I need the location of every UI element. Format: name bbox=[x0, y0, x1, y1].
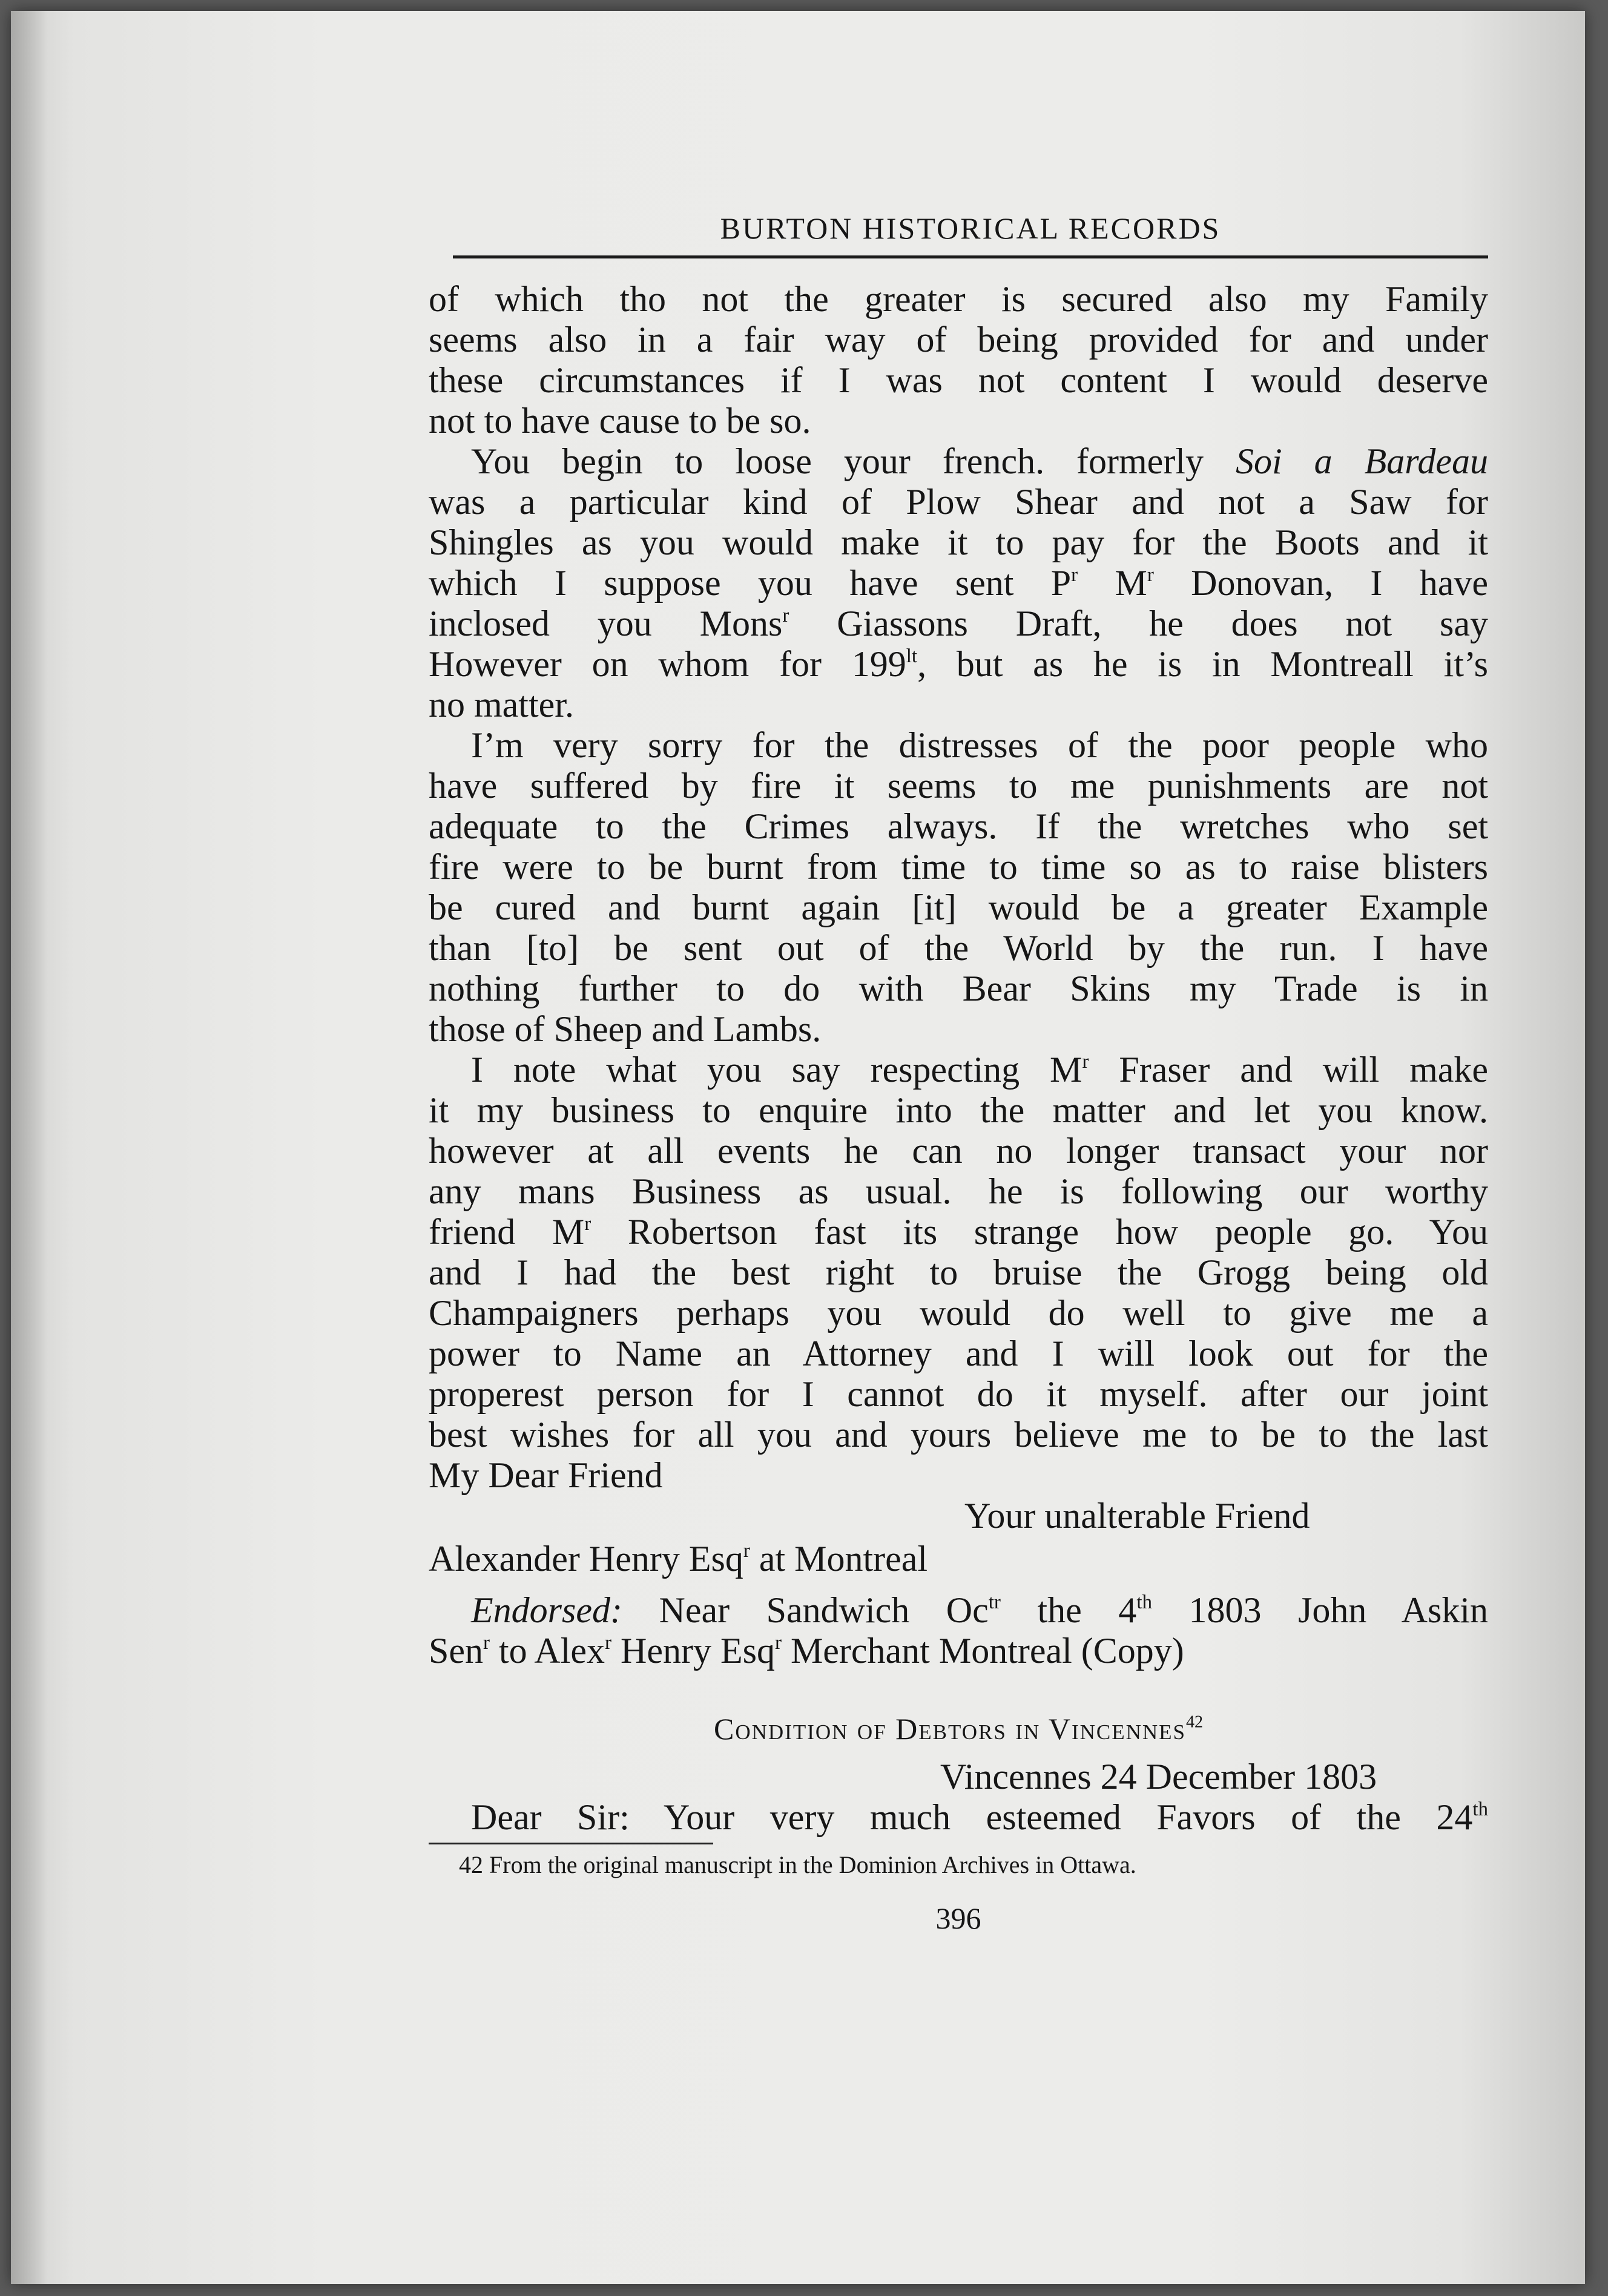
body-line: fire were to be burnt from time to time so as to raise blisters bbox=[429, 847, 1488, 887]
superscript: tr bbox=[988, 1591, 1001, 1613]
dateline: Vincennes 24 December 1803 bbox=[940, 1757, 1377, 1797]
body-line bbox=[429, 441, 1488, 482]
text-run: M bbox=[1078, 563, 1147, 603]
body-line: My Dear Friend bbox=[429, 1455, 663, 1495]
body-line: I’m very sorry for the distresses of the poor people who bbox=[471, 725, 1488, 765]
text-run: 1803 John Askin bbox=[1152, 1590, 1488, 1630]
text-run: which I suppose you have sent P bbox=[429, 563, 1072, 603]
superscript: r bbox=[1082, 1050, 1089, 1073]
footnote-marker: 42 bbox=[459, 1851, 483, 1878]
superscript: r bbox=[743, 1539, 750, 1562]
body-line: be cured and burnt again [it] would be a greater Example bbox=[429, 887, 1488, 927]
book-page bbox=[11, 11, 1585, 2284]
text-block bbox=[429, 211, 1488, 1936]
endorsement-line bbox=[429, 1590, 1488, 1631]
body-line bbox=[429, 604, 1488, 644]
superscript: r bbox=[483, 1631, 490, 1654]
section-heading bbox=[429, 1709, 1488, 1749]
superscript: r bbox=[1147, 564, 1154, 586]
italic-phrase: Soi a Bardeau bbox=[1235, 441, 1488, 481]
body-line: and I had the best right to bruise the Grogg being old bbox=[429, 1252, 1488, 1292]
text-run: Giassons Draft, he does not say bbox=[789, 604, 1488, 643]
body-line bbox=[429, 563, 1488, 604]
page-number: 396 bbox=[935, 1901, 981, 1935]
body-line: adequate to the Crimes always. If the wretches who set bbox=[429, 806, 1488, 846]
endorsement-line bbox=[429, 1631, 1488, 1671]
body-line: properest person for I cannot do it myself. after our joint bbox=[429, 1374, 1488, 1414]
body-line: was a particular kind of Plow Shear and not a Saw for bbox=[429, 482, 1488, 522]
body-line: it my business to enquire into the matter and let you know. bbox=[429, 1090, 1488, 1130]
binding-shadow bbox=[11, 11, 47, 2284]
body-line: Shingles as you would make it to pay for the Boots and it bbox=[429, 522, 1488, 562]
superscript: th bbox=[1472, 1798, 1488, 1820]
footnote-reference: 42 bbox=[1186, 1712, 1203, 1732]
body-line: have suffered by fire it seems to me punishments are not bbox=[429, 766, 1488, 806]
letter-body bbox=[429, 279, 1488, 1838]
footnote-rule bbox=[429, 1843, 713, 1844]
text-run: I note what you say respecting M bbox=[471, 1050, 1082, 1090]
text-run: , but as he is in Montreall it’s bbox=[917, 644, 1488, 684]
superscript: r bbox=[584, 1212, 591, 1235]
body-line: Champaigners perhaps you would do well to give me a bbox=[429, 1293, 1488, 1333]
text-run: Merchant Montreal (Copy) bbox=[781, 1631, 1184, 1671]
body-line bbox=[429, 1050, 1488, 1090]
text-run: Fraser and will make bbox=[1089, 1050, 1489, 1090]
body-line: any mans Business as usual. he is following our worthy bbox=[429, 1171, 1488, 1211]
body-line: seems also in a fair way of being provided for and under bbox=[429, 320, 1488, 360]
text-run: Near Sandwich Oc bbox=[622, 1590, 989, 1630]
footnote-text: From the original manuscript in the Dominion Archives in Ottawa. bbox=[483, 1851, 1136, 1878]
salutation-line bbox=[429, 1797, 1488, 1838]
text-run: at Montreal bbox=[750, 1539, 928, 1579]
superscript: r bbox=[1071, 564, 1078, 586]
closing-line: Your unalterable Friend bbox=[964, 1496, 1310, 1536]
section-heading-text: Condition of Debtors in Vincennes bbox=[713, 1712, 1186, 1746]
address-line bbox=[429, 1539, 1488, 1579]
text-run: friend M bbox=[429, 1212, 585, 1252]
body-line: than [to] be sent out of the World by the run. I have bbox=[429, 928, 1488, 968]
text-run: Robertson fast its strange how people go. You bbox=[591, 1212, 1488, 1252]
body-line: no matter. bbox=[429, 685, 574, 725]
text-run: However on whom for 199 bbox=[429, 644, 906, 684]
body-line bbox=[429, 644, 1488, 685]
running-head: BURTON HISTORICAL RECORDS bbox=[453, 211, 1488, 258]
body-line: power to Name an Attorney and I will look out for the bbox=[429, 1334, 1488, 1373]
text-run: Dear Sir: Your very much esteemed Favors of the 24 bbox=[471, 1797, 1473, 1837]
body-line bbox=[429, 1212, 1488, 1252]
text-run: Donovan, I have bbox=[1153, 563, 1488, 603]
superscript: r bbox=[605, 1631, 611, 1654]
text-run: You begin to loose your french. formerly bbox=[471, 441, 1236, 481]
text-run: Sen bbox=[429, 1631, 483, 1671]
endorsed-label: Endorsed: bbox=[471, 1590, 622, 1630]
superscript: r bbox=[774, 1631, 782, 1654]
text-run: Alexander Henry Esq bbox=[429, 1539, 743, 1579]
body-line: not to have cause to be so. bbox=[429, 401, 811, 441]
text-run: inclosed you Mons bbox=[429, 604, 783, 643]
text-run: Henry Esq bbox=[611, 1631, 775, 1671]
body-line: best wishes for all you and yours believe me to be to the last bbox=[429, 1415, 1488, 1455]
body-line: these circumstances if I was not content I would deserve bbox=[429, 360, 1488, 400]
superscript: lt bbox=[906, 645, 918, 667]
superscript: r bbox=[782, 604, 789, 627]
text-run: to Alex bbox=[490, 1631, 605, 1671]
text-run: the 4 bbox=[1000, 1590, 1137, 1630]
body-line: those of Sheep and Lambs. bbox=[429, 1009, 822, 1049]
superscript: th bbox=[1136, 1591, 1152, 1613]
body-line: of which tho not the greater is secured also my Family bbox=[429, 279, 1488, 319]
body-line: nothing further to do with Bear Skins my Trade is in bbox=[429, 969, 1488, 1008]
body-line: however at all events he can no longer transact your nor bbox=[429, 1131, 1488, 1171]
footnote bbox=[429, 1850, 1488, 1879]
